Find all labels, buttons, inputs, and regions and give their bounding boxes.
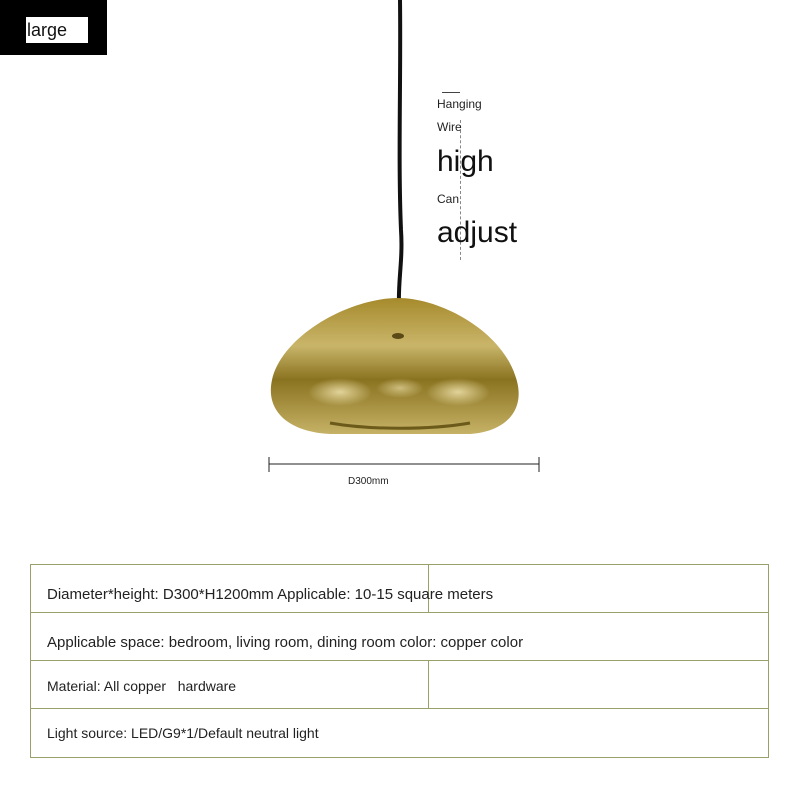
lamp-shade — [271, 298, 519, 434]
spec-text: Diameter*height: D300*H1200mm Applicable: 10-15 square meters — [47, 586, 494, 603]
spec-text: Applicable space: bedroom, living room, dining room color: copper color — [47, 634, 524, 651]
spec-text: Material: All copper hardware — [47, 678, 237, 694]
spec-table — [30, 564, 769, 758]
spec-text: Light source: LED/G9*1/Default neutral light — [47, 725, 319, 741]
diameter-label: D300mm — [348, 476, 389, 487]
annotation-can: Can — [437, 192, 460, 206]
annotation-tick — [442, 92, 460, 93]
size-tag-label: large — [26, 17, 88, 43]
spec-row — [31, 565, 768, 613]
spec-row — [31, 709, 768, 758]
hanging-wire — [399, 0, 402, 305]
spec-row — [31, 661, 768, 709]
spec-row — [31, 613, 768, 661]
annotation-hanging: Hanging — [437, 97, 482, 111]
annotation-high: high — [437, 145, 494, 178]
annotation-wire: Wire — [437, 120, 462, 134]
annotation-adjust: adjust — [437, 216, 518, 249]
